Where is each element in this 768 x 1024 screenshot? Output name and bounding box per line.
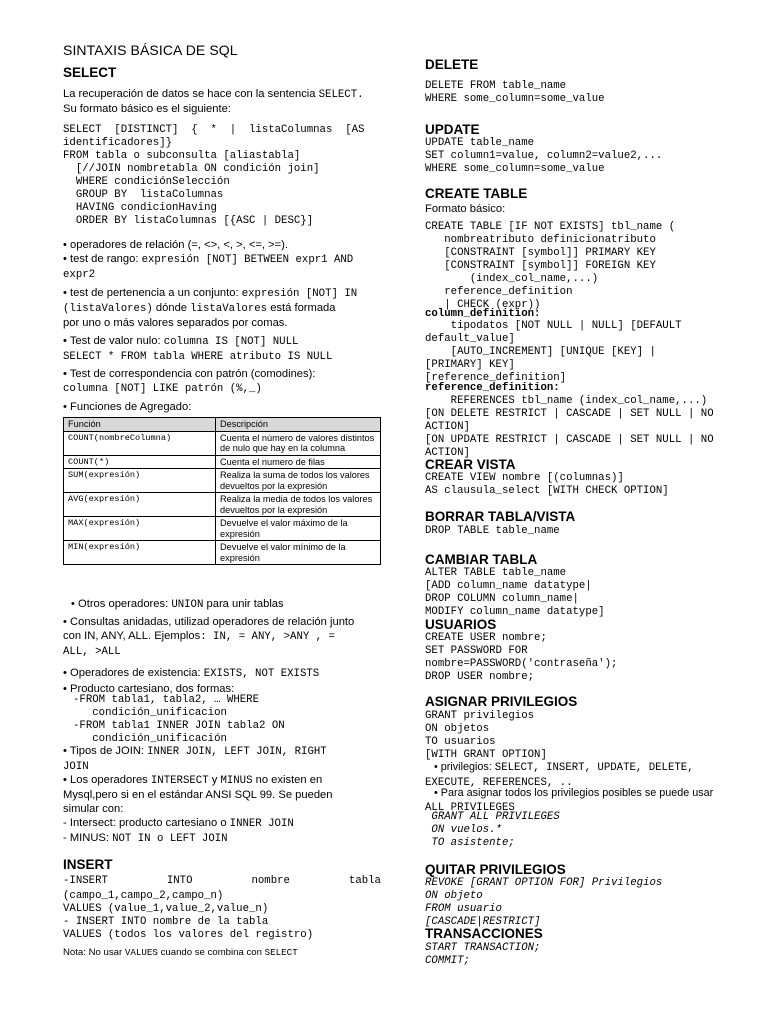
- intersect-text-3: no existen en: [252, 774, 323, 786]
- table-row: [64, 469, 381, 493]
- select-heading: SELECT: [63, 65, 117, 80]
- formato-basico-label: Formato básico:: [425, 203, 506, 215]
- cambiar-tabla-heading: CAMBIAR TABLA: [425, 552, 538, 567]
- insert-code: (campo_1,campo_2,campo_n) VALUES (value_1,value_2,value_n) - INSERT INTO nombre de la tabla VALUES (todos los valores del registro): [63, 890, 314, 941]
- cambiar-tabla-code: ALTER TABLE table_name [ADD column_name datatype| DROP COLUMN column_name| MODIFY column_name datatype]: [425, 567, 605, 618]
- intro-keyword: SELECT.: [318, 89, 364, 101]
- usuarios-code: CREATE USER nombre; SET PASSWORD FOR nombre=PASSWORD('contraseña'); DROP USER nombre;: [425, 632, 618, 683]
- create-table-heading: CREATE TABLE: [425, 186, 528, 201]
- bullet-test-rango: [63, 252, 381, 282]
- bullet-intersect-minus: [63, 773, 381, 846]
- nota-text-2: cuando se combina con: [157, 947, 265, 958]
- column-definition-code: [425, 320, 741, 385]
- test-rango-code-2: expr2: [63, 269, 96, 281]
- minus-code: MINUS: [220, 775, 253, 787]
- crear-vista-code: CREATE VIEW nombre [(columnas)] AS clausula_select [WITH CHECK OPTION]: [425, 472, 669, 497]
- bullet-producto-cartesiano: • Producto cartesiano, dos formas:: [63, 683, 235, 695]
- test-pert-text-2: está formada: [267, 302, 336, 314]
- intro-text-2: Su formato básico es el siguiente:: [63, 103, 231, 115]
- table-header-descripcion: Descripción: [216, 418, 381, 432]
- page-title: SINTAXIS BÁSICA DE SQL: [63, 42, 238, 58]
- aggregate-functions-table: [63, 417, 381, 565]
- table-cell-funcion: COUNT(*): [64, 455, 216, 469]
- table-cell-descripcion: Realiza la suma de todos los valores devueltos por la expresión: [216, 469, 381, 493]
- anidadas-line2: con IN, ANY, ALL. Ejemplos: [63, 630, 201, 642]
- bullet-tipos-join: [63, 744, 381, 774]
- nota-text: Nota: No usar: [63, 947, 125, 958]
- table-cell-funcion: COUNT(nombreColumna): [64, 431, 216, 455]
- insert-word: -INSERT: [63, 875, 108, 887]
- bullet-test-pertenencia: [63, 286, 381, 330]
- join-code-2: JOIN: [63, 761, 89, 773]
- table-cell-descripcion: Cuenta el numero de filas: [216, 455, 381, 469]
- join-code: INNER JOIN, LEFT JOIN, RIGHT: [147, 746, 327, 758]
- borrar-tabla-heading: BORRAR TABLA/VISTA: [425, 509, 576, 524]
- nota-code: VALUES: [124, 947, 158, 958]
- intersect-item2-code: NOT IN o LEFT JOIN: [112, 833, 228, 845]
- intersect-text: • Los operadores: [63, 774, 151, 786]
- bullet-consultas-anidadas: [63, 615, 381, 659]
- priv-code: SELECT, INSERT, UPDATE, DELETE,: [494, 762, 694, 774]
- table-cell-funcion: AVG(expresión): [64, 493, 216, 517]
- insert-word: INTO: [166, 875, 193, 887]
- select-code-line1: SELECT [DISTINCT] { * | listaColumnas [AS: [63, 124, 365, 136]
- select-intro: [63, 87, 381, 116]
- grant-all-example-code: GRANT ALL PRIVILEGES ON vuelos.* TO asistente;: [431, 811, 560, 849]
- anidadas-code-2: ALL, >ALL: [63, 646, 121, 658]
- otros-text: para unir tablas: [203, 598, 284, 610]
- refdef-line: [ON DELETE RESTRICT | CASCADE | SET NULL | NO: [425, 408, 714, 420]
- table-header-row: [64, 418, 381, 432]
- existencia-label: • Operadores de existencia:: [63, 667, 204, 679]
- test-pert-code-2: (listaValores): [63, 303, 153, 315]
- todos-code: ALL PRIVILEGES: [425, 802, 515, 814]
- test-rango-code: expresión [NOT] BETWEEN expr1 AND: [141, 254, 354, 266]
- usuarios-heading: USUARIOS: [425, 617, 497, 632]
- test-nulo-code: columna IS [NOT] NULL: [163, 336, 299, 348]
- column-definition-label: column_definition:: [425, 308, 541, 320]
- transacciones-code: START TRANSACTION; COMMIT;: [425, 942, 541, 967]
- test-pert-label: • test de pertenencia a un conjunto:: [63, 287, 242, 299]
- test-patron-code: columna [NOT] LIKE patrón (%,_): [63, 383, 262, 395]
- table-row: [64, 431, 381, 455]
- priv-code-2: EXECUTE, REFERENCES, ..: [425, 777, 573, 789]
- table-row: [64, 493, 381, 517]
- update-code: UPDATE table_name SET column1=value, column2=value2,... WHERE some_column=some_value: [425, 137, 663, 175]
- table-cell-funcion: MIN(expresión): [64, 541, 216, 565]
- coldef-line: tipodatos [NOT NULL | NULL] [DEFAULT: [425, 320, 682, 332]
- todos-text: • Para asignar todos los privilegios posibles se puede usar: [425, 787, 714, 799]
- reference-definition-code: [425, 395, 741, 460]
- refdef-line: REFERENCES tbl_name (index_col_name,...): [425, 395, 708, 407]
- insert-note: [63, 947, 298, 959]
- test-patron-label: • Test de correspondencia con patrón (comodines):: [63, 368, 316, 380]
- table-cell-funcion: SUM(expresión): [64, 469, 216, 493]
- refdef-line: ACTION]: [425, 447, 470, 459]
- existencia-code: EXISTS, NOT EXISTS: [203, 668, 320, 680]
- intersect-item2: - MINUS:: [63, 832, 113, 844]
- nota-code-2: SELECT: [264, 947, 298, 958]
- delete-heading: DELETE: [425, 57, 479, 72]
- test-rango-label: • test de rango:: [63, 253, 142, 265]
- quitar-privilegios-heading: QUITAR PRIVILEGIOS: [425, 862, 566, 877]
- bullet-operadores-relacion: • operadores de relación (=, <>, <, >, <=, >=).: [63, 239, 289, 251]
- coldef-line: [PRIMARY] KEY]: [425, 359, 515, 371]
- refdef-line: [ON UPDATE RESTRICT | CASCADE | SET NULL | NO: [425, 434, 714, 446]
- refdef-line: ACTION]: [425, 421, 470, 433]
- coldef-line: default_value]: [425, 333, 515, 345]
- intersect-item1: - Intersect: producto cartesiano o: [63, 817, 230, 829]
- intersect-code: INTERSECT: [150, 775, 209, 787]
- priv-label: • privilegios:: [425, 761, 495, 773]
- test-pert-code-3: listaValores: [190, 303, 268, 315]
- bullet-test-nulo: [63, 334, 381, 364]
- table-header-funcion: Función: [64, 418, 216, 432]
- coldef-line: [reference_definition]: [425, 372, 567, 384]
- bullet-operadores-existencia: [63, 666, 319, 681]
- otros-label: • Otros operadores:: [71, 598, 172, 610]
- transacciones-heading: TRANSACCIONES: [425, 926, 543, 941]
- test-nulo-label: • Test de valor nulo:: [63, 335, 164, 347]
- create-table-code: CREATE TABLE [IF NOT EXISTS] tbl_name ( nombreatributo definicionatributo [CONSTRAINT [symbol]] PRIMARY KEY [CONSTRAINT [symbol]] FOREIGN KEY (index_col_name,...) reference_definition | CHECK (expr)): [425, 221, 676, 311]
- insert-word: tabla: [348, 875, 381, 887]
- update-heading: UPDATE: [425, 122, 480, 137]
- join-label: • Tipos de JOIN:: [63, 745, 148, 757]
- bullet-otros-operadores: [71, 597, 284, 612]
- bullet-test-patron: [63, 367, 381, 396]
- asignar-privilegios-code: GRANT privilegios ON objetos TO usuarios [WITH GRANT OPTION]: [425, 710, 547, 761]
- table-row: [64, 541, 381, 565]
- quitar-privilegios-code: REVOKE [GRANT OPTION FOR] Privilegios ON objeto FROM usuario [CASCADE|RESTRICT]: [425, 877, 663, 928]
- delete-code: DELETE FROM table_name WHERE some_column=some_value: [425, 80, 605, 105]
- intersect-line2: Mysql,pero si en el estándar ANSI SQL 99. Se pueden: [63, 789, 333, 801]
- table-cell-descripcion: Devuelve el valor máximo de la expresión: [216, 517, 381, 541]
- select-code-rest: identificadores]} FROM tabla o subconsulta [aliastabla] [//JOIN nombretabla ON condición join] WHERE condiciónSelección GROUP BY listaColumnas HAVING condicionHaving ORDER BY listaColumnas [{ASC | DESC}]: [63, 137, 320, 227]
- crear-vista-heading: CREAR VISTA: [425, 457, 516, 472]
- anidadas-line1: • Consultas anidadas, utilizad operadores de relación junto: [63, 616, 355, 628]
- funciones-agregado-heading: • Funciones de Agregado:: [63, 401, 192, 413]
- test-pert-text: dónde: [152, 302, 191, 314]
- insert-line1: [63, 875, 381, 887]
- coldef-line: [AUTO_INCREMENT] [UNIQUE [KEY] |: [425, 346, 656, 358]
- table-cell-descripcion: Cuenta el número de valores distintos de nulo que hay en la columna: [216, 431, 381, 455]
- intersect-text-2: y: [208, 774, 221, 786]
- otros-code: UNION: [171, 599, 204, 611]
- intro-text: La recuperación de datos se hace con la sentencia: [63, 88, 319, 100]
- insert-word: nombre: [251, 875, 290, 887]
- intersect-item1-code: INNER JOIN: [229, 818, 294, 830]
- anidadas-code: : IN, = ANY, >ANY , =: [200, 631, 335, 643]
- insert-heading: INSERT: [63, 857, 113, 872]
- select-syntax-code: [63, 124, 364, 228]
- test-pert-text-3: por uno o más valores separados por comas.: [63, 317, 288, 329]
- table-cell-funcion: MAX(expresión): [64, 517, 216, 541]
- table-cell-descripcion: Devuelve el valor mínimo de la expresión: [216, 541, 381, 565]
- reference-definition-label: reference_definition:: [425, 382, 560, 394]
- asignar-privilegios-heading: ASIGNAR PRIVILEGIOS: [425, 694, 578, 709]
- test-nulo-example: SELECT * FROM tabla WHERE atributo IS NULL: [63, 351, 333, 363]
- table-cell-descripcion: Realiza la media de todos los valores devueltos por la expresión: [216, 493, 381, 517]
- table-row: [64, 517, 381, 541]
- producto-cartesiano-code: -FROM tabla1, tabla2, … WHERE condición_unificacion -FROM tabla1 INNER JOIN tabla2 ON condición_unificación: [73, 694, 285, 745]
- table-row: [64, 455, 381, 469]
- intersect-line3: simular con:: [63, 803, 124, 815]
- test-pert-code: expresión [NOT] IN: [241, 288, 358, 300]
- borrar-tabla-code: DROP TABLE table_name: [425, 525, 560, 537]
